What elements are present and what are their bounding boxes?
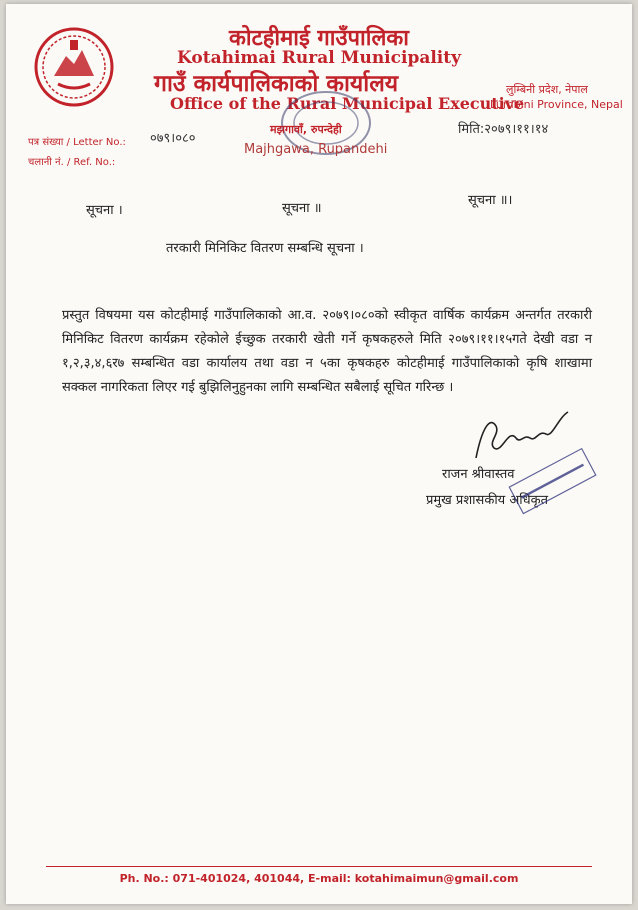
footer-divider [46, 866, 592, 867]
letter-page [6, 4, 632, 904]
office-name-en: Office of the Rural Municipal Executive [170, 94, 525, 113]
province-en: Lumbini Province, Nepal [490, 98, 623, 111]
notice-body: प्रस्तुत विषयमा यस कोटहीमाई गाउँपालिकाको आ.व. २०७९।०८०को स्वीकृत वार्षिक कार्यक्रम अन्तर्गत तरकारी मिनिकिट वितरण कार्यक्रम रहेकोले ईच्छुक तरकारी खेती गर्ने कृषकहरुले मिति २०७९।११।१५गते देखी वडा न १,२,३,४,६र७ सम्बन्धित वडा कार्यालय तथा वडा न ५का कृषकहरु कोटहीमाई गाउँपालिकाको कृषि शाखामा सक्कल नागरिकता लिएर गई बुझिलिनुहुनका लागि सम्बन्धित सबैलाई सूचित गरिन्छ । [62, 308, 592, 395]
address-np: मझगावाँ, रुपन्देही [270, 123, 342, 136]
notice-heading-2: सूचना ॥ [282, 201, 322, 216]
letter-date: मिति:२०७९।११।१४ [458, 122, 549, 137]
province-np: लुम्बिनी प्रदेश, नेपाल [506, 83, 588, 96]
notice-heading-1: सूचना । [86, 203, 123, 218]
address-en: Majhgawa, Rupandehi [244, 142, 388, 157]
letter-no-value: ०७९।०८० [150, 131, 196, 146]
ref-no-label: चलानी नं. / Ref. No.: [28, 157, 116, 168]
org-name-en: Kotahimai Rural Municipality [177, 48, 461, 68]
signatory-title: प्रमुख प्रशासकीय अधिकृत [426, 493, 549, 508]
office-name-np: गाउँ कार्यपालिकाको कार्यालय [154, 71, 399, 97]
footer-contact: Ph. No.: 071-401024, 401044, E-mail: kotahimaimun@gmail.com [119, 872, 519, 885]
org-name-np: कोटहीमाई गाउँपालिका [229, 26, 409, 51]
notice-subject: तरकारी मिनिकिट वितरण सम्बन्धि सूचना । [166, 241, 364, 256]
notice-heading-3: सूचना ॥। [468, 193, 513, 208]
letter-no-label: पत्र संख्या / Letter No.: [28, 137, 126, 148]
officer-stamp [498, 444, 608, 520]
signatory-name: राजन श्रीवास्तव [442, 467, 515, 482]
